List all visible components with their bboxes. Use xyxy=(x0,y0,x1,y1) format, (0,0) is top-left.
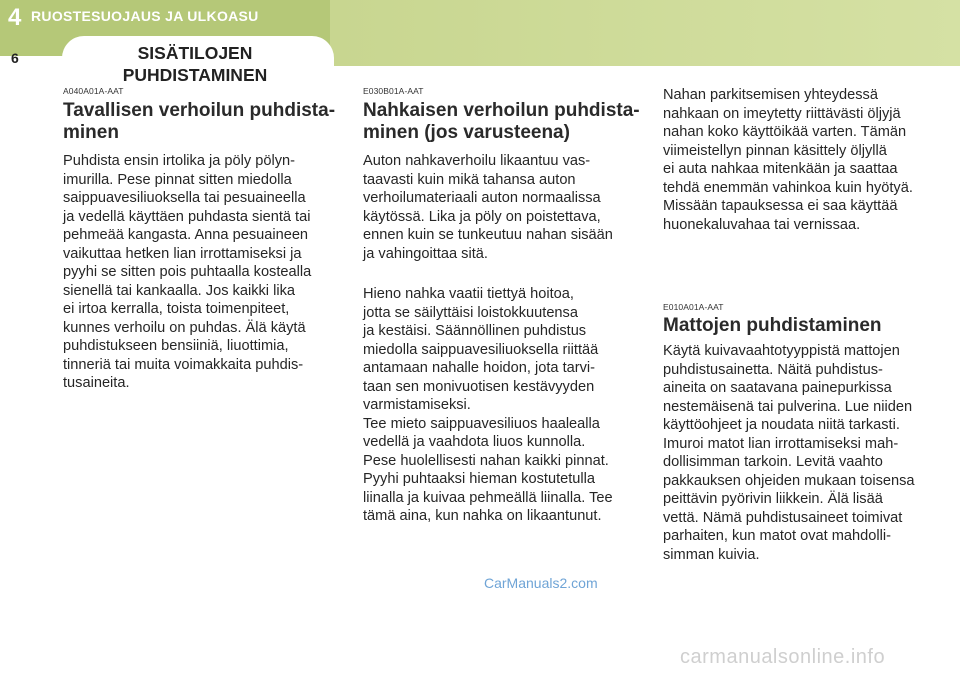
text-line: ja kestäisi. Säännöllinen puhdistus xyxy=(363,323,587,339)
carmanuals-link[interactable]: CarManuals2.com xyxy=(484,575,598,591)
text-line: parhaiten, kun matot ovat mahdolli- xyxy=(663,528,891,544)
text-line: ei auta nahkaa mitenkään ja saattaa xyxy=(663,161,898,177)
heading-line: Nahkaisen verhoilun puhdista- xyxy=(363,100,640,121)
heading-line: minen (jos varusteena) xyxy=(363,122,570,143)
text-line: Imuroi matot lian irrottamiseksi mah- xyxy=(663,435,899,452)
text-line: nahan koko käyttöikää varten. Tämän xyxy=(663,124,907,140)
text-line: vaikuttaa hetken lian irrottamiseksi ja xyxy=(63,245,302,262)
section-code: E030B01A-AAT xyxy=(363,86,424,96)
section-code: E010A01A-AAT xyxy=(663,302,724,312)
text-line: kunnes verhoilu on puhdas. Älä käytä xyxy=(63,319,306,336)
text-line: ja vedellä käyttäen puhdasta sientä tai xyxy=(63,208,311,225)
text-line: ja vahingoittaa sitä. xyxy=(363,245,488,262)
text-line: taavasti kuin mikä tahansa auton xyxy=(363,171,576,188)
text-line: imurilla. Pese pinnat sitten miedolla xyxy=(63,171,292,188)
text-line: nestemäisenä tai pulverina. Lue niiden xyxy=(663,398,913,415)
site-watermark: carmanualsonline.info xyxy=(680,646,886,668)
text-line: tämä aina, kun nahka on likaantunut. xyxy=(363,508,602,524)
page-number: 6 xyxy=(11,50,19,66)
text-line: taan sen monivuotisen kestävyyden xyxy=(363,378,595,395)
heading-line: minen xyxy=(63,122,119,143)
text-line: Pyyhi puhtaaksi hieman kostutetulla xyxy=(363,471,596,487)
section-heading xyxy=(363,100,643,144)
text-line: pehmeää kangasta. Anna pesuaineen xyxy=(63,227,309,243)
text-line: vettä. Nämä puhdistusaineet toimivat xyxy=(663,509,903,526)
text-line: Nahan parkitsemisen yhteydessä xyxy=(663,87,878,103)
text-line: puhdistusainetta. Näitä puhdistus- xyxy=(663,361,883,378)
section-title-line2: PUHDISTAMINEN xyxy=(122,65,268,85)
text-line: varmistamiseksi. xyxy=(363,397,471,413)
text-line: Käytä kuivavaahtotyyppistä mattojen xyxy=(663,343,900,359)
text-line: Auton nahkaverhoilu likaantuu vas- xyxy=(363,153,591,169)
paragraph xyxy=(363,285,643,526)
text-line: verhoilumateriaali auton normaalissa xyxy=(363,190,601,206)
text-line: puhdistukseen bensiiniä, liuottimia, xyxy=(63,338,289,354)
text-line: ennen kuin se tunkeutuu nahan sisään xyxy=(363,227,613,243)
text-line: aineita on saatavana painepurkissa xyxy=(663,380,892,396)
text-line: tusaineita. xyxy=(63,375,130,391)
text-line: pakkauksen ohjeiden mukaan toisensa xyxy=(663,472,915,489)
text-line: vedellä ja vaahdota liuos kunnolla. xyxy=(363,434,586,450)
text-line: pyyhi se sitten pois puhtaalla kostealla xyxy=(63,264,312,280)
text-line: miedolla saippuavesiliuoksella riittää xyxy=(363,341,599,358)
paragraph xyxy=(363,152,643,263)
text-line: viimeistellyn pinnan käsittely öljyllä xyxy=(663,142,887,159)
section-title-line1: SISÄTILOJEN xyxy=(137,43,253,63)
text-line: peittävin pyörivin liikkein. Älä lisää xyxy=(663,491,883,507)
text-line: käytössä. Lika ja pöly on poistettava, xyxy=(363,208,601,225)
chapter-title: RUOSTESUOJAUS JA ULKOASU xyxy=(31,8,259,24)
text-line: saippuavesiliuoksella tai pesuaineella xyxy=(63,190,306,206)
paragraph xyxy=(663,86,943,234)
text-line: Puhdista ensin irtolika ja pöly pölyn- xyxy=(63,153,296,169)
text-line: dollisimman tarkoin. Levitä vaahto xyxy=(663,454,883,470)
header-light-band xyxy=(330,0,960,66)
text-line: Tee mieto saippuavesiliuos haalealla xyxy=(363,415,600,432)
text-line: ei irtoa kerralla, toista toimenpiteet, xyxy=(63,301,290,317)
text-line: huonekaluvahaa tai vernissaa. xyxy=(663,216,861,233)
text-line: tinneriä tai muita voimakkaita puhdis- xyxy=(63,356,304,373)
section-title xyxy=(80,42,310,86)
paragraph xyxy=(663,342,943,564)
text-line: nahkaan on imeytetty riittävästi öljyjä xyxy=(663,105,901,122)
text-line: antamaan nahalle hoidon, jota tarvi- xyxy=(363,360,596,376)
heading-line: Tavallisen verhoilun puhdista- xyxy=(63,100,336,121)
text-line: Pese huolellisesti nahan kaikki pinnat. xyxy=(363,452,609,469)
text-line: sienellä tai kankaalla. Jos kaikki lika xyxy=(63,282,295,299)
paragraph xyxy=(63,152,343,393)
section-heading: Mattojen puhdistaminen xyxy=(663,315,882,336)
text-line: liinalla ja kuivaa pehmeällä liinalla. Tee xyxy=(363,489,613,506)
text-line: käyttöohjeet ja noudata niitä tarkasti. xyxy=(663,417,900,433)
text-line: jotta se säilyttäisi loistokkuutensa xyxy=(363,304,578,321)
text-line: simman kuivia. xyxy=(663,546,760,563)
section-heading xyxy=(63,100,343,144)
chapter-number: 4 xyxy=(8,4,22,31)
text-line: tehdä enemmän vahinkoa kuin hyötyä. xyxy=(663,179,913,196)
text-line: Missään tapauksessa ei saa käyttää xyxy=(663,198,898,214)
text-line: Hieno nahka vaatii tiettyä hoitoa, xyxy=(363,286,574,302)
section-code: A040A01A-AAT xyxy=(63,86,124,96)
